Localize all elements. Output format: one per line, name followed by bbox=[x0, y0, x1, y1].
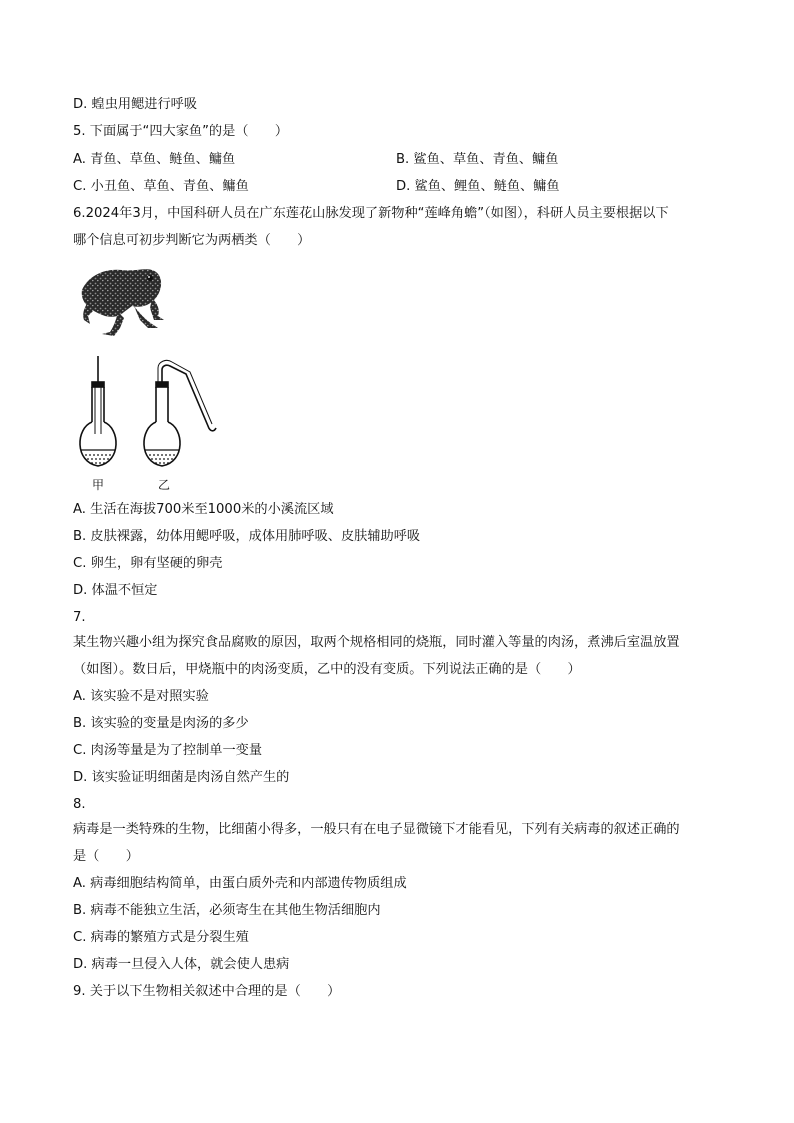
q5-stem: 5. 下面属于“四大家鱼”的是（ ） bbox=[73, 124, 289, 139]
q5-option-c: C. 小丑鱼、草鱼、青鱼、鳙鱼 bbox=[73, 179, 249, 194]
q5-option-b: B. 鲨鱼、草鱼、青鱼、鳙鱼 bbox=[396, 152, 559, 167]
q6-option-b: B. 皮肤裸露，幼体用鳃呼吸，成体用肺呼吸、皮肤辅助呼吸 bbox=[73, 529, 421, 544]
frog-image bbox=[74, 262, 166, 338]
flask-left-label: 甲 bbox=[92, 478, 105, 492]
flask-right bbox=[144, 360, 216, 466]
q8-option-c: C. 病毒的繁殖方式是分裂生殖 bbox=[73, 930, 249, 945]
q7-option-c: C. 肉汤等量是为了控制单一变量 bbox=[73, 743, 263, 758]
q7-stem-line2: （如图）。数日后，甲烧瓶中的肉汤变质，乙中的没有变质。下列说法正确的是（ ） bbox=[73, 662, 581, 677]
flask-right-label: 乙 bbox=[158, 478, 171, 492]
flask-experiment-image bbox=[76, 352, 222, 494]
q6-option-a: A. 生活在海拔700米至1000米的小溪流区域 bbox=[73, 502, 334, 517]
q8-option-d: D. 病毒一旦侵入人体，就会使人患病 bbox=[73, 957, 290, 972]
q6-stem-line2: 哪个信息可初步判断它为两栖类（ ） bbox=[73, 233, 311, 248]
q5-option-a: A. 青鱼、草鱼、鲢鱼、鳙鱼 bbox=[73, 152, 236, 167]
q8-option-a: A. 病毒细胞结构简单，由蛋白质外壳和内部遗传物质组成 bbox=[73, 876, 407, 891]
q8-option-b: B. 病毒不能独立生活，必须寄生在其他生物活细胞内 bbox=[73, 903, 381, 918]
q6-option-c: C. 卵生，卵有坚硬的卵壳 bbox=[73, 556, 223, 571]
q7-option-a: A. 该实验不是对照实验 bbox=[73, 689, 209, 704]
q7-option-b: B. 该实验的变量是肉汤的多少 bbox=[73, 716, 249, 731]
q6-stem-line1: 6.2024年3月，中国科研人员在广东莲花山脉发现了新物种“莲峰角蟾”（如图），科研人员主要根据以下 bbox=[73, 206, 669, 221]
q8-number: 8. bbox=[73, 797, 86, 812]
q9-stem: 9. 关于以下生物相关叙述中合理的是（ ） bbox=[73, 984, 341, 999]
q7-number: 7. bbox=[73, 610, 86, 625]
q7-stem-line1: 某生物兴趣小组为探究食品腐败的原因，取两个规格相同的烧瓶，同时灌入等量的肉汤，煮沸后室温放置 bbox=[73, 635, 680, 650]
q8-stem-line1: 病毒是一类特殊的生物，比细菌小得多，一般只有在电子显微镜下才能看见，下列有关病毒的叙述正确的 bbox=[73, 822, 680, 837]
q5-option-d: D. 鲨鱼、鲤鱼、鲢鱼、鳙鱼 bbox=[396, 179, 560, 194]
q4-option-d: D. 蝗虫用鳃进行呼吸 bbox=[73, 97, 198, 112]
q6-option-d: D. 体温不恒定 bbox=[73, 583, 158, 598]
flask-left bbox=[80, 356, 116, 466]
q7-option-d: D. 该实验证明细菌是肉汤自然产生的 bbox=[73, 770, 290, 785]
q8-stem-line2: 是（ ） bbox=[73, 849, 139, 864]
